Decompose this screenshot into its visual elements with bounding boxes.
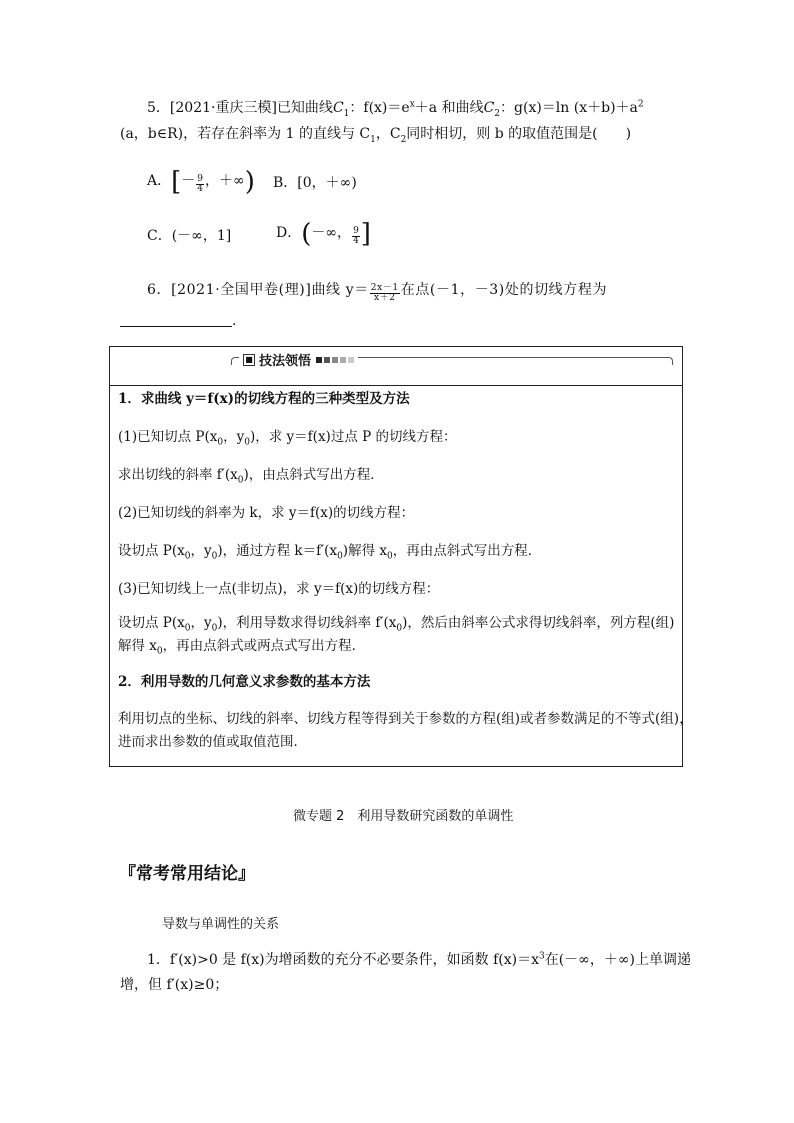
p1a: 1．f′(x)>0 是 f(x)为增函数的充分不必要条件，如函数 f(x)＝x (147, 952, 539, 968)
l5b: ，y (190, 543, 212, 559)
option-a-den: 4 (197, 184, 204, 194)
progress-dots-icon (316, 357, 354, 363)
q5-f-tail: ＋a (414, 100, 438, 116)
q5-option-a[interactable] (147, 167, 255, 197)
section-subheading: 导数与单调性的关系 (162, 917, 280, 932)
l5c: )，通过方程 k＝f′(x (217, 543, 338, 559)
section-para-1 (147, 950, 691, 970)
q5-line1 (147, 98, 644, 118)
q5-source: [2021·重庆三模] (169, 100, 277, 116)
box-line-7 (118, 613, 674, 633)
box-line-10: 利用切点的坐标、切线的斜率、切线方程等得到关于参数的方程(组)或者参数满足的不等式(组)， (118, 711, 693, 727)
l7b: ，y (190, 615, 212, 631)
q5-c2-sub: 2 (494, 108, 501, 119)
option-a-num: 9 (197, 174, 204, 184)
q6-line1 (147, 280, 607, 303)
q6-line2 (120, 311, 236, 331)
box-line-1: 1．求曲线 y＝f(x)的切线方程的三种类型及方法 (118, 391, 410, 407)
q5-line2 (120, 124, 631, 144)
sub0: 0 (211, 551, 218, 562)
l2c: )，求 y＝f(x)过点 P 的切线方程： (250, 429, 457, 445)
q5-sub2: 2 (400, 134, 407, 145)
q5-number: 5． (147, 100, 170, 116)
method-box (109, 346, 693, 767)
option-a-right: ，＋∞ (205, 173, 245, 189)
q5-f-exp: x (409, 99, 415, 110)
q5-tail: 同时相切，则 b 的取值范围是( ) (406, 126, 632, 142)
method-box-header (110, 347, 682, 386)
option-d-num: 9 (353, 226, 359, 236)
box-line-11: 进而求出参数的值或取值范围． (118, 734, 307, 750)
answer-blank[interactable] (120, 312, 232, 327)
sub0: 0 (337, 551, 343, 562)
option-a-fraction (196, 175, 204, 194)
option-d-den: 4 (353, 236, 359, 246)
option-c-text: C．(－∞，1] (147, 228, 232, 244)
sub0: 0 (217, 437, 224, 448)
section-heading: 『常考常用结论』 (119, 864, 255, 884)
dot-4 (340, 357, 346, 363)
q5-comma: ，C (375, 126, 401, 142)
q5-option-d[interactable] (276, 219, 371, 249)
q6-source: [2021·全国甲卷(理)] (171, 282, 312, 298)
q6-end: . (232, 313, 237, 329)
box-line-9: 2．利用导数的几何意义求参数的基本方法 (118, 674, 371, 690)
q5-c2: C (483, 100, 495, 116)
q5-option-c[interactable] (147, 225, 231, 245)
dot-1 (316, 357, 322, 363)
method-icon: ■ (243, 354, 255, 366)
l8b: ，再由点斜式或两点式写出方程． (162, 638, 366, 654)
dot-5 (348, 357, 354, 363)
q5-c1-sub: 1 (343, 108, 350, 119)
right-paren-icon: ) (244, 167, 255, 197)
l2a: (1)已知切点 P(x (118, 429, 218, 445)
l7c: )，利用导数求得切线斜率 f′(x (217, 615, 397, 631)
q5-colon: ： (349, 100, 364, 116)
sub0: 0 (386, 551, 393, 562)
option-a-minus: － (181, 173, 196, 189)
l7d: )，然后由斜率公式求得切线斜率，列方程(组) (402, 615, 675, 631)
micro-topic-title: 微专题 2 利用导数研究函数的单调性 (293, 809, 514, 824)
option-d-label: D． (276, 225, 302, 241)
l2b: ，y (223, 429, 245, 445)
q6-frac-num: 2x－1 (370, 283, 399, 293)
box-line-3 (118, 465, 384, 485)
sub0: 0 (211, 623, 218, 634)
l5e: ，再由点斜式写出方程． (392, 543, 542, 559)
q6-fraction (370, 284, 400, 303)
sub0: 0 (396, 623, 403, 634)
l8a: 解得 x (118, 638, 157, 654)
q5-and: 和曲线 (437, 100, 484, 116)
left-paren-icon: ( (301, 219, 312, 249)
option-a-label: A． (147, 173, 172, 189)
option-b-text: B．[0，＋∞) (273, 175, 357, 191)
q5-cond: (a，b∈R)，若存在斜率为 1 的直线与 C (120, 126, 371, 142)
q6-stem: 曲线 y＝ (311, 282, 369, 298)
q5-option-b[interactable] (273, 172, 357, 192)
q5-c1: C (332, 100, 344, 116)
box-line-6: (3)已知切线上一点(非切点)，求 y＝f(x)的切线方程： (118, 581, 440, 597)
q5-stem: 已知曲线 (276, 100, 333, 116)
q6-tail: 在点(－1，－3)处的切线方程为 (400, 282, 608, 298)
p1b: 在(－∞，＋∞)上单调递 (544, 952, 691, 968)
l5d: )解得 x (342, 543, 387, 559)
sub0: 0 (244, 437, 250, 448)
box-line-5 (118, 541, 541, 561)
box-line-8 (118, 636, 365, 656)
box-line-2 (118, 427, 457, 447)
method-box-title (239, 350, 358, 369)
sub0: 0 (156, 646, 163, 657)
l3b: )，由点斜式写出方程． (243, 467, 384, 483)
q5-sub1: 1 (370, 134, 376, 145)
l5a: 设切点 P(x (118, 543, 185, 559)
q5-f-def: f(x)＝e (363, 100, 410, 116)
dot-3 (332, 357, 338, 363)
left-bracket-icon: [ (171, 167, 182, 197)
sub0: 0 (184, 551, 191, 562)
l3a: 求出切线的斜率 f′(x (118, 467, 238, 483)
p1sup: 3 (538, 951, 545, 962)
sub0: 0 (237, 475, 244, 486)
option-d-left: －∞， (311, 225, 352, 241)
right-bracket-icon: ] (360, 219, 371, 249)
box-line-4: (2)已知切线的斜率为 k，求 y＝f(x)的切线方程： (118, 505, 415, 521)
method-title-text: 技法领悟 (259, 354, 312, 369)
option-d-fraction (352, 227, 360, 246)
q6-frac-den: x＋2 (373, 293, 396, 303)
q5-g-def: ：g(x)＝ln (x＋b)＋a (500, 100, 638, 116)
sub0: 0 (184, 623, 191, 634)
l7a: 设切点 P(x (118, 615, 185, 631)
section-para-2: 增，但 f′(x)≥0； (120, 977, 229, 993)
q5-g-sup: 2 (637, 99, 644, 110)
q6-number: 6． (147, 282, 172, 298)
dot-2 (324, 357, 330, 363)
